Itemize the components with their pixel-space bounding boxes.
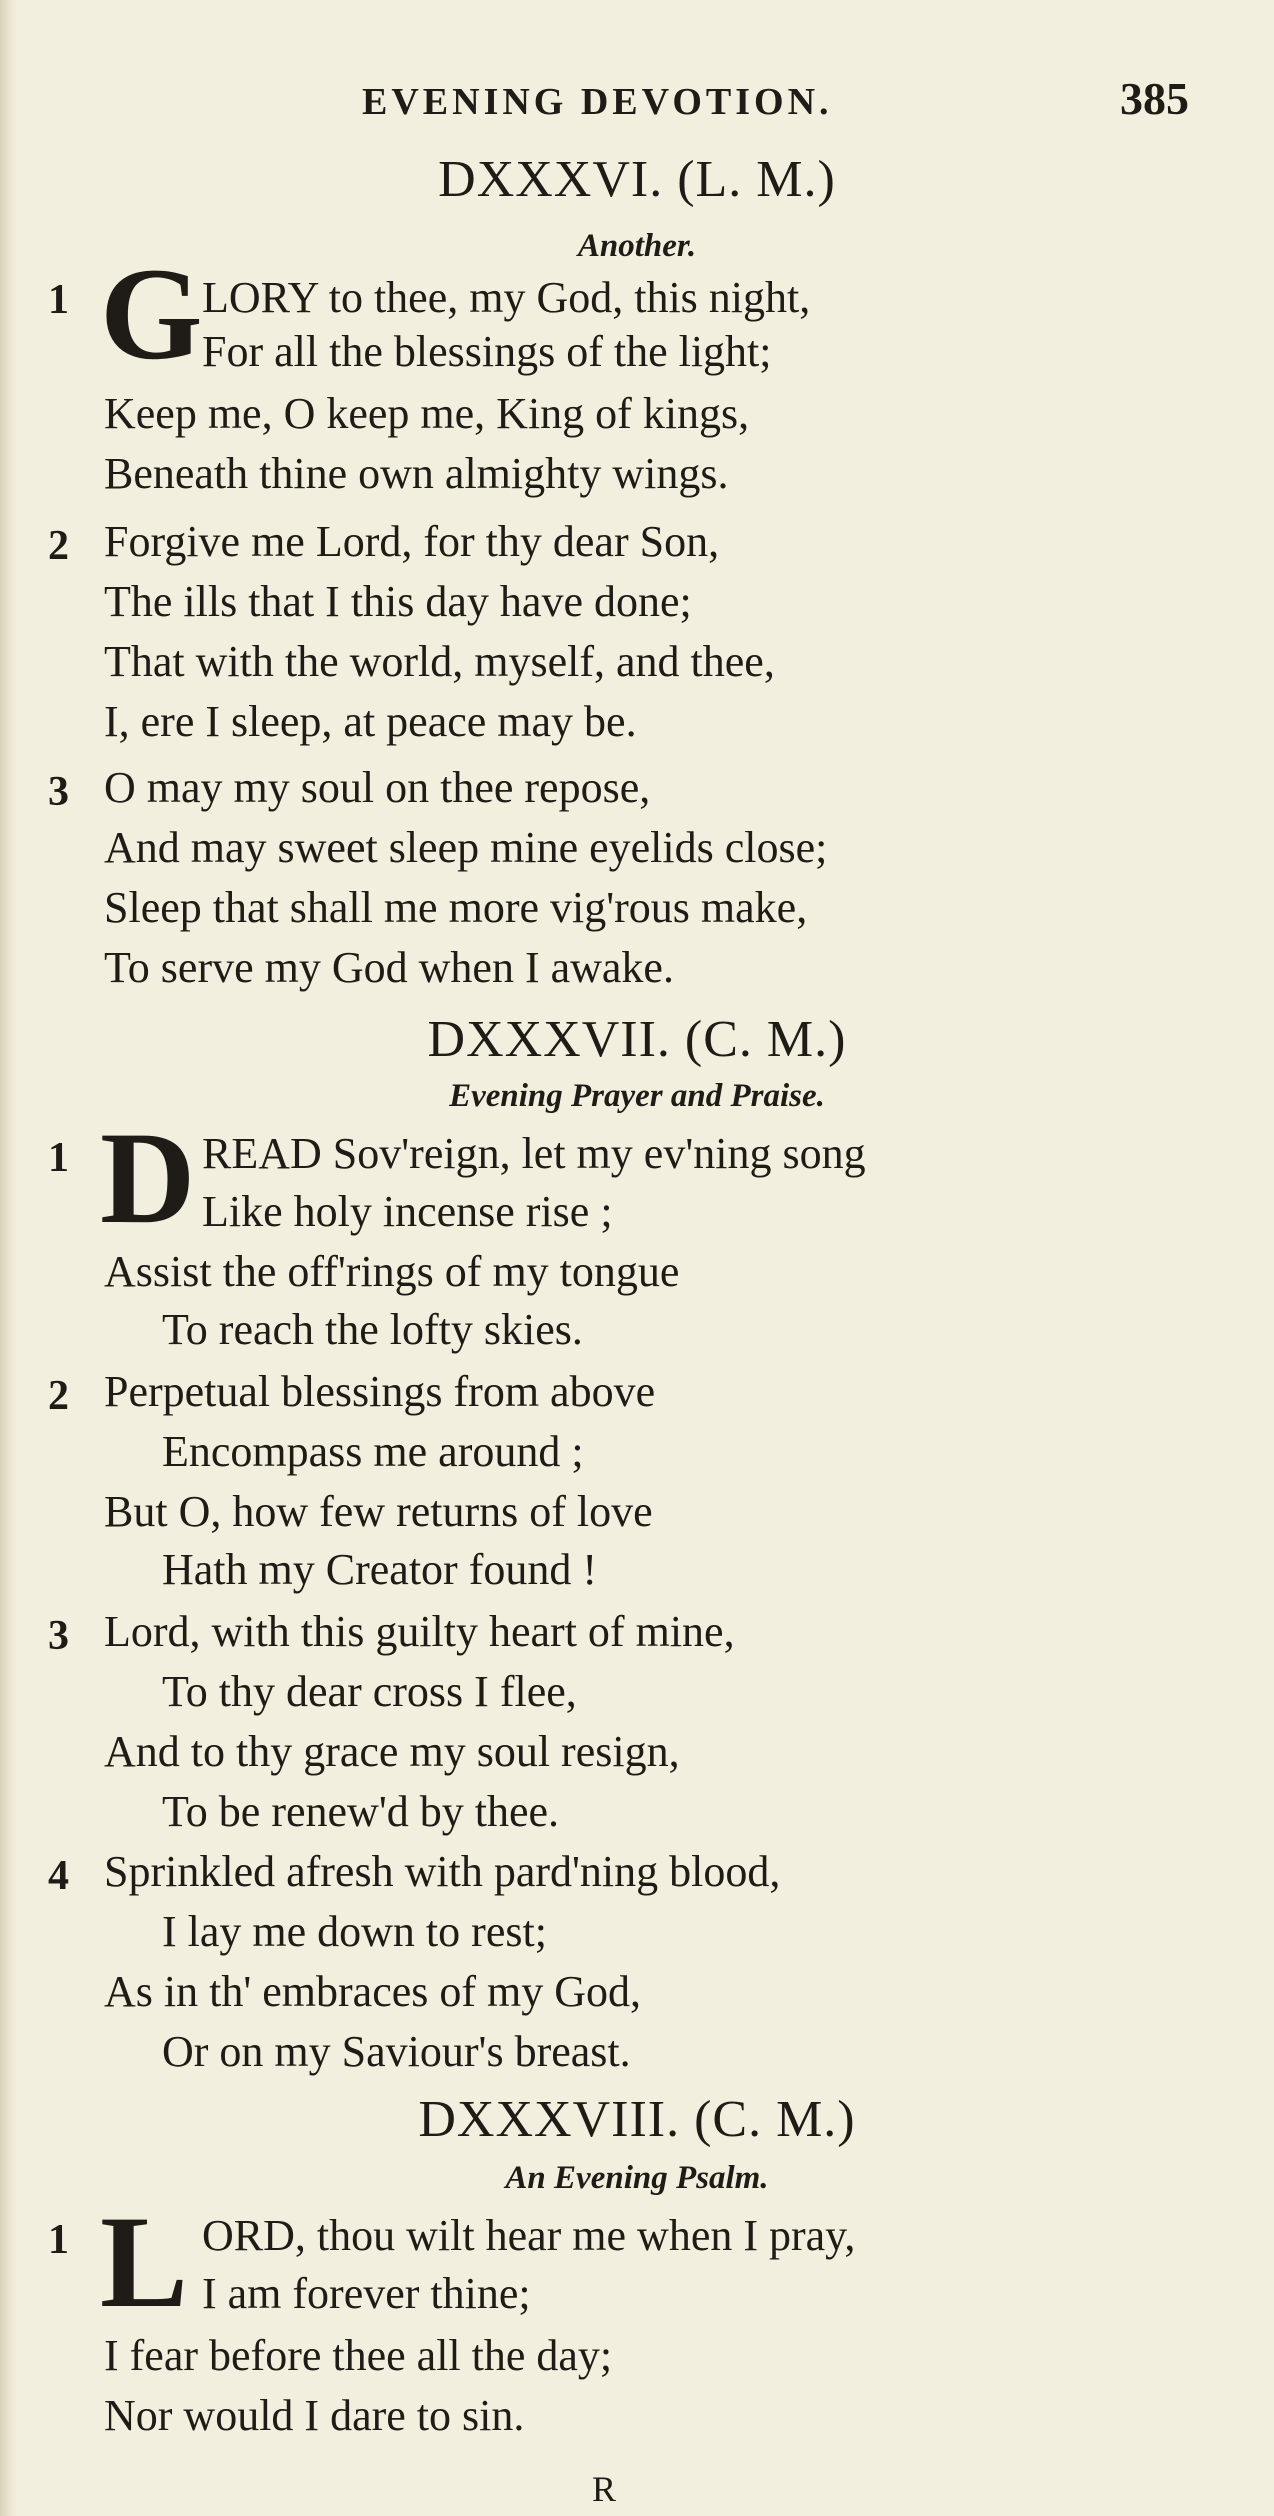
hymn-title: DXXXVIII. (C. M.) xyxy=(418,2091,856,2148)
verse-number: 3 xyxy=(48,769,69,815)
verse-line: ORD, thou wilt hear me when I pray, xyxy=(202,2211,856,2260)
page-number: 385 xyxy=(1120,73,1189,124)
verse-line: Sprinkled afresh with pard'ning blood, xyxy=(104,1847,781,1896)
verse-line: That with the world, myself, and thee, xyxy=(104,637,775,686)
hymn-subtitle: Evening Prayer and Praise. xyxy=(449,1078,825,1114)
drop-cap-initial: L xyxy=(100,2188,189,2335)
verse-line: O may my soul on thee repose, xyxy=(104,763,651,812)
hymn-subtitle: An Evening Psalm. xyxy=(505,2160,769,2196)
verse-line: To reach the lofty skies. xyxy=(162,1305,583,1354)
verse-line: But O, how few returns of love xyxy=(104,1487,653,1536)
verse-number: 4 xyxy=(48,1853,69,1899)
verse-line: Nor would I dare to sin. xyxy=(104,2391,525,2440)
verse-line: As in th' embraces of my God, xyxy=(104,1967,642,2016)
verse-number: 2 xyxy=(48,523,69,569)
verse-line: Perpetual blessings from above xyxy=(104,1367,656,1416)
hymn-subtitle: Another. xyxy=(577,228,697,264)
verse-line: To serve my God when I awake. xyxy=(104,943,674,992)
verse-line: I fear before thee all the day; xyxy=(104,2331,613,2380)
verse-number: 1 xyxy=(48,277,69,323)
verse-line: I, ere I sleep, at peace may be. xyxy=(104,697,637,746)
verse-line: Like holy incense rise ; xyxy=(202,1187,613,1236)
verse-number: 3 xyxy=(48,1613,69,1659)
verse-line: I am forever thine; xyxy=(202,2269,531,2318)
running-head xyxy=(0,72,1274,132)
verse-line: To thy dear cross I flee, xyxy=(162,1667,577,1716)
signature-mark: R xyxy=(592,2469,617,2509)
verse-line: And may sweet sleep mine eyelids close; xyxy=(104,823,828,872)
verse-line: Sleep that shall me more vig'rous make, xyxy=(104,883,808,932)
verse-line: READ Sov'reign, let my ev'ning song xyxy=(202,1129,866,1178)
verse-line: To be renew'd by thee. xyxy=(162,1787,560,1836)
verse-line: And to thy grace my soul resign, xyxy=(104,1727,680,1776)
verse-number: 2 xyxy=(48,1373,69,1419)
verse-number: 1 xyxy=(48,2217,69,2263)
verse-line: The ills that I this day have done; xyxy=(104,577,692,626)
running-head-title: EVENING DEVOTION. xyxy=(362,81,833,123)
verse-line: Beneath thine own almighty wings. xyxy=(104,449,729,498)
verse-line: Forgive me Lord, for thy dear Son, xyxy=(104,517,720,566)
drop-cap-initial: D xyxy=(100,1104,196,1251)
hymn-title: DXXXVII. (C. M.) xyxy=(427,1011,847,1068)
verse-line: Hath my Creator found ! xyxy=(162,1545,597,1594)
verse-line: For all the blessings of the light; xyxy=(202,327,772,376)
verse-line: Keep me, O keep me, King of kings, xyxy=(104,389,750,438)
verse-line: Lord, with this guilty heart of mine, xyxy=(104,1607,735,1656)
verse-line: Assist the off'rings of my tongue xyxy=(104,1247,680,1296)
drop-cap-initial: G xyxy=(100,240,203,387)
verse-line: Encompass me around ; xyxy=(162,1427,584,1476)
verse-line: I lay me down to rest; xyxy=(162,1907,547,1956)
verse-line: Or on my Saviour's breast. xyxy=(162,2027,631,2076)
verse-line: LORY to thee, my God, this night, xyxy=(202,273,811,322)
hymn-title: DXXXVI. (L. M.) xyxy=(438,151,836,208)
verse-number: 1 xyxy=(48,1135,69,1181)
